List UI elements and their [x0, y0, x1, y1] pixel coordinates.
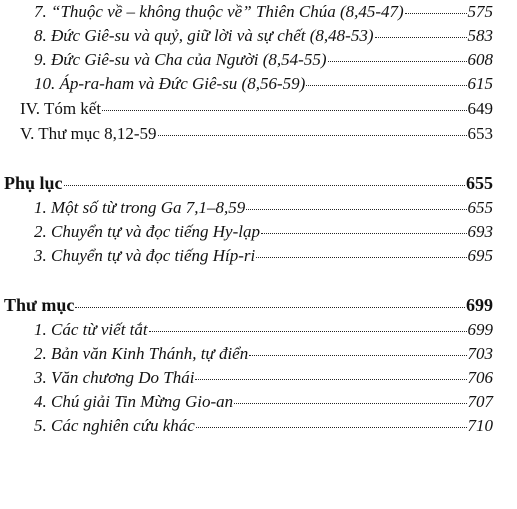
toc-entry-label: 1. Các từ viết tắt [34, 320, 148, 339]
section-heading-label: Thư mục [4, 295, 75, 315]
toc-entry-label: 3. Chuyển tự và đọc tiếng Híp-ri [34, 246, 256, 265]
toc-entry-label: 3. Văn chương Do Thái [34, 368, 195, 387]
toc-entry-label: 5. Các nghiên cứu khác [34, 416, 195, 435]
toc-entry-label: 8. Đức Giê-su và quỷ, giữ lời và sự chết (8,48-53) [34, 26, 374, 45]
toc-section-heading[interactable] [4, 172, 493, 194]
dot-leader [196, 426, 467, 428]
toc-entry-label: IV. Tóm kết [20, 99, 102, 118]
toc-entry-page: 655 [467, 198, 493, 217]
toc-entry[interactable] [20, 98, 493, 120]
dot-leader [256, 256, 466, 258]
dot-leader [158, 134, 467, 136]
toc-entry[interactable] [34, 49, 493, 71]
toc-entry-page: 608 [467, 50, 493, 69]
dot-leader [234, 402, 466, 404]
toc-entry-label: 9. Đức Giê-su và Cha của Người (8,54-55) [34, 50, 327, 69]
dot-leader [405, 12, 467, 14]
dot-leader [249, 354, 466, 356]
dot-leader [375, 36, 467, 38]
dot-leader [64, 184, 465, 186]
toc-entry[interactable] [34, 343, 493, 365]
section-heading-page: 699 [466, 295, 493, 315]
toc-entry-page: 710 [467, 416, 493, 435]
section-heading-label: Phụ lục [4, 173, 63, 193]
toc-entry[interactable] [34, 1, 493, 23]
toc-entry[interactable] [34, 25, 493, 47]
toc-entry-page: 703 [467, 344, 493, 363]
toc-entry-page: 706 [467, 368, 493, 387]
toc-entry-page: 575 [467, 2, 493, 21]
toc-entry[interactable] [34, 73, 493, 95]
toc-entry-label: 2. Bản văn Kinh Thánh, tự điển [34, 344, 249, 363]
dot-leader [149, 330, 467, 332]
dot-leader [246, 208, 466, 210]
dot-leader [261, 232, 467, 234]
dot-leader [306, 84, 466, 86]
dot-leader [102, 109, 466, 111]
toc-entry-page: 653 [467, 124, 493, 143]
toc-entry-page: 707 [467, 392, 493, 411]
toc-entry-page: 693 [467, 222, 493, 241]
toc-entry-label: V. Thư mục 8,12-59 [20, 124, 157, 143]
dot-leader [328, 60, 467, 62]
toc-entry[interactable] [34, 197, 493, 219]
toc-section-heading[interactable] [4, 294, 493, 316]
toc-entry-label: 10. Áp-ra-ham và Đức Giê-su (8,56-59) [34, 74, 306, 93]
dot-leader [195, 378, 466, 380]
toc-entry-page: 615 [467, 74, 493, 93]
toc-entry-page: 699 [467, 320, 493, 339]
toc-entry-label: 4. Chú giải Tin Mừng Gio-an [34, 392, 234, 411]
toc-entry-page: 583 [467, 26, 493, 45]
toc-entry-page: 649 [467, 99, 493, 118]
toc-entry[interactable] [34, 367, 493, 389]
toc-entry[interactable] [34, 319, 493, 341]
toc-entry-label: 1. Một số từ trong Ga 7,1–8,59 [34, 198, 246, 217]
toc-entry[interactable] [20, 123, 493, 145]
toc-entry-page: 695 [467, 246, 493, 265]
toc-entry[interactable] [34, 415, 493, 437]
section-heading-page: 655 [466, 173, 493, 193]
toc-entry-label: 7. “Thuộc về – không thuộc về” Thiên Chúa (8,45-47) [34, 2, 404, 21]
toc-entry-label: 2. Chuyển tự và đọc tiếng Hy-lạp [34, 222, 260, 241]
toc-entry[interactable] [34, 245, 493, 267]
toc-entry[interactable] [34, 221, 493, 243]
dot-leader [75, 306, 465, 308]
toc-entry[interactable] [34, 391, 493, 413]
